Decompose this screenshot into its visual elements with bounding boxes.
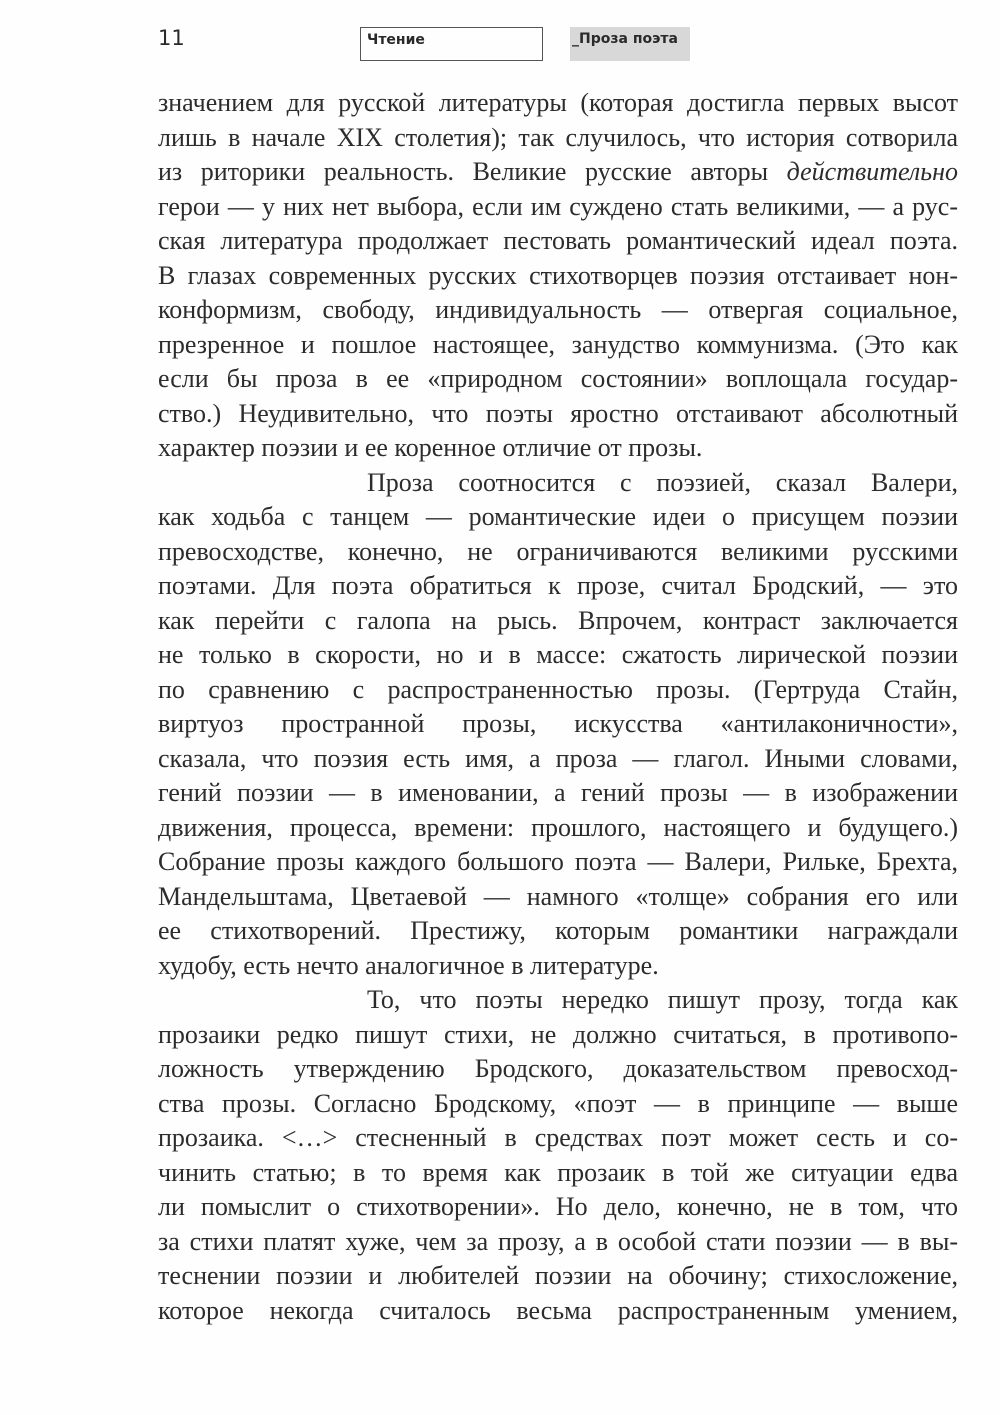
- paragraph-1: [158, 86, 958, 466]
- text-line: Мандельштама, Цветаевой — намного «толще» собрания его или: [158, 881, 958, 911]
- text-line: ли помыслит о стихотворении». Но дело, конечно, не в том, что: [158, 1192, 958, 1221]
- text-line: В глазах современных русских стихотворцев поэзия отстаивает нон-: [158, 260, 958, 290]
- text-line: чинить статью; в то время как прозаик в той же ситуации едва: [158, 1157, 958, 1187]
- text-line: характер поэзии и ее коренное отличие от прозы.: [158, 433, 703, 462]
- text-line: гений поэзии — в именовании, а гений прозы — в изображении: [158, 778, 958, 807]
- section-label: Чтение: [360, 27, 543, 61]
- text-line: конформизм, свободу, индивидуальность — отвергая социальное,: [158, 295, 958, 324]
- text-line: То, что поэты нередко пишут прозу, тогда как: [367, 985, 958, 1014]
- text-line: лишь в начале XIX столетия); так случилось, что история сотворила: [158, 122, 958, 152]
- text-line: Собрание прозы каждого большого поэта — Валери, Рильке, Брехта,: [158, 847, 958, 876]
- text-line: значением для русской литературы (которая достигла первых высот: [158, 88, 958, 117]
- text-line: прозаика. <…> стесненный в средствах поэт может сесть и со-: [158, 1123, 958, 1152]
- text-line: презренное и пошлое настоящее, занудство коммунизма. (Это как: [158, 329, 958, 359]
- text-line: худобу, есть нечто аналогичное в литературе.: [158, 950, 659, 980]
- text-line: превосходстве, конечно, не ограничиваются великими русскими: [158, 536, 958, 566]
- text-line: ская литература продолжает пестовать романтический идеал поэта.: [158, 226, 958, 255]
- text-segment: из риторики реальность. Великие русские авторы: [158, 157, 769, 186]
- text-line: как перейти с галопа на рысь. Впрочем, контраст заключается: [158, 605, 958, 635]
- text-line: ее стихотворений. Престижу, которым романтики награждали: [158, 916, 958, 945]
- text-line: ложность утверждению Бродского, доказательством превосход-: [158, 1054, 958, 1083]
- page-number: 11: [158, 26, 185, 50]
- text-line: движения, процесса, времени: прошлого, настоящего и будущего.): [158, 812, 958, 842]
- text-line: ство.) Неудивительно, что поэты яростно отстаивают абсолютный: [158, 398, 958, 428]
- text-line: теснении поэзии и любителей поэзии на обочину; стихосложение,: [158, 1261, 958, 1290]
- text-line: Проза соотносится с поэзией, сказал Валери,: [367, 467, 958, 497]
- text-line: по сравнению с распространенностью прозы. (Гертруда Стайн,: [158, 674, 958, 704]
- text-line: как ходьба с танцем — романтические идеи о присущем поэзии: [158, 502, 958, 531]
- text-line: за стихи платят хуже, чем за прозу, а в особой стати поэзии — в вы-: [158, 1226, 958, 1256]
- text-line: если бы проза в ее «природном состоянии» воплощала государ-: [158, 364, 958, 393]
- text-line: герои — у них нет выбора, если им суждено стать великими, — а рус-: [158, 191, 958, 221]
- paragraph-3: [158, 983, 958, 1328]
- text-line: виртуоз пространной прозы, искусства «антилаконичности»,: [158, 709, 958, 738]
- text-line: которое некогда считалось весьма распространенным умением,: [158, 1295, 958, 1325]
- text-line: ства прозы. Согласно Бродскому, «поэт — в принципе — выше: [158, 1088, 958, 1118]
- chapter-title: _Проза поэта: [570, 27, 690, 61]
- text-line: сказала, что поэзия есть имя, а проза — глагол. Иными словами,: [158, 743, 958, 773]
- text-line: не только в скорости, но и в массе: сжатость лирической поэзии: [158, 640, 958, 669]
- body-text: [158, 86, 958, 1328]
- italic-word: действительно: [786, 157, 958, 186]
- text-line: поэтами. Для поэта обратиться к прозе, считал Бродский, — это: [158, 571, 958, 600]
- paragraph-2: [158, 466, 958, 984]
- text-line-with-italic: [158, 155, 958, 190]
- text-line: прозаики редко пишут стихи, не должно считаться, в противопо-: [158, 1019, 958, 1049]
